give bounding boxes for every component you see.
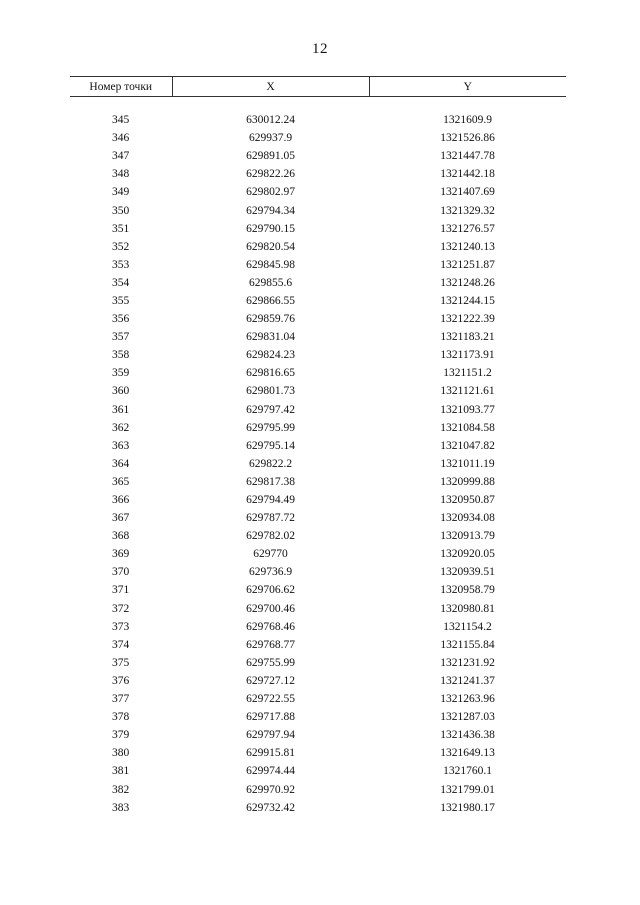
table-row [70,581,566,599]
y-cell: 1321287.03 [440,711,495,724]
table-spacer [70,97,566,112]
table-row [70,183,566,201]
table-row [70,147,566,165]
y-cell: 1320913.79 [440,530,495,543]
point-number-cell: 360 [112,385,130,398]
x-cell: 629974.44 [246,765,295,778]
y-cell: 1321222.39 [440,313,495,326]
table-row [70,473,566,491]
point-number-cell: 347 [112,150,130,163]
y-cell: 1321047.82 [440,439,495,452]
point-number-cell: 364 [112,457,130,470]
y-cell: 1321276.57 [440,222,495,235]
x-cell: 629817.38 [246,475,295,488]
table-row [70,165,566,183]
x-cell: 629797.42 [246,403,295,416]
y-cell: 1321154.2 [443,620,492,633]
table-header [70,77,566,97]
header-y: Y [369,77,566,97]
point-number-cell: 363 [112,439,130,452]
y-cell: 1321442.18 [440,168,495,181]
table-row [70,762,566,780]
x-cell: 629855.6 [248,276,293,289]
table-row [70,780,566,798]
x-cell: 629787.72 [246,512,295,525]
x-cell: 629700.46 [246,602,295,615]
y-cell: 1320920.05 [440,548,495,561]
table-row [70,600,566,618]
y-cell: 1321609.9 [443,114,492,127]
table-row [70,708,566,726]
x-cell: 629768.46 [246,620,295,633]
point-number-cell: 372 [112,602,130,615]
x-cell: 629768.77 [246,638,295,651]
y-cell: 1321248.26 [440,276,495,289]
y-cell: 1321526.86 [440,132,495,145]
x-cell: 629736.9 [248,566,293,579]
point-number-cell: 376 [112,674,130,687]
x-cell: 629831.04 [246,331,295,344]
x-cell: 629970.92 [246,783,295,796]
x-cell: 629937.9 [248,132,293,145]
y-cell: 1321121.61 [440,385,495,398]
table-row [70,509,566,527]
table-row [70,636,566,654]
y-cell: 1320980.81 [440,602,495,615]
page-number: 12 [312,41,328,57]
point-number-cell: 381 [112,765,130,778]
header-point-number: Номер точки [70,77,172,97]
point-number-cell: 371 [112,584,130,597]
x-cell: 629915.81 [246,747,295,760]
table-row [70,744,566,762]
table-row [70,419,566,437]
point-number-cell: 349 [112,186,130,199]
y-cell: 1321407.69 [440,186,495,199]
y-cell: 1321799.01 [440,783,495,796]
x-cell: 629866.55 [246,294,295,307]
table-row [70,201,566,219]
point-number-cell: 353 [112,258,130,271]
table-row [70,346,566,364]
table-row [70,690,566,708]
x-cell: 629797.94 [246,729,295,742]
point-number-cell: 375 [112,656,130,669]
x-cell: 629845.98 [246,258,295,271]
y-cell: 1321980.17 [440,801,495,814]
y-cell: 1321151.2 [443,367,492,380]
y-cell: 1321649.13 [440,747,495,760]
y-cell: 1321155.84 [440,638,495,651]
table-row [70,129,566,147]
table-row [70,437,566,455]
y-cell: 1320958.79 [440,584,495,597]
point-number-cell: 357 [112,331,130,344]
x-cell: 629891.05 [246,150,295,163]
table-row [70,545,566,563]
point-number-cell: 365 [112,475,130,488]
y-cell: 1321760.1 [443,765,492,778]
table-row [70,274,566,292]
x-cell: 629794.49 [246,494,295,507]
x-cell: 629816.65 [246,367,295,380]
point-number-cell: 377 [112,693,130,706]
x-cell: 629795.99 [246,421,295,434]
x-cell: 629802.97 [246,186,295,199]
x-cell: 629822.26 [246,168,295,181]
point-number-cell: 382 [112,783,130,796]
x-cell: 630012.24 [246,114,295,127]
point-number-cell: 359 [112,367,130,380]
y-cell: 1321093.77 [440,403,495,416]
point-number-cell: 355 [112,294,130,307]
table-row [70,618,566,636]
x-cell: 629790.15 [246,222,295,235]
x-cell: 629822.2 [248,457,293,470]
table-row [70,364,566,382]
y-cell: 1321240.13 [440,240,495,253]
point-number-cell: 367 [112,512,130,525]
x-cell: 629717.88 [246,711,295,724]
point-number-cell: 352 [112,240,130,253]
y-cell: 1321447.78 [440,150,495,163]
x-cell: 629706.62 [246,584,295,597]
y-cell: 1321241.37 [440,674,495,687]
y-cell: 1321263.96 [440,693,495,706]
x-cell: 629824.23 [246,349,295,362]
point-number-cell: 346 [112,132,130,145]
y-cell: 1320999.88 [440,475,495,488]
y-cell: 1321436.38 [440,729,495,742]
y-cell: 1320950.87 [440,494,495,507]
y-cell: 1321084.58 [440,421,495,434]
point-number-cell: 374 [112,638,130,651]
y-cell: 1320934.08 [440,512,495,525]
table-row [70,238,566,256]
x-cell: 629801.73 [246,385,295,398]
point-number-cell: 345 [112,114,130,127]
y-cell: 1321251.87 [440,258,495,271]
table-row [70,563,566,581]
y-cell: 1321231.92 [440,656,495,669]
point-number-cell: 378 [112,711,130,724]
point-number-cell: 380 [112,747,130,760]
y-cell: 1321011.19 [440,457,495,470]
table-row [70,654,566,672]
x-cell: 629859.76 [246,313,295,326]
x-cell: 629732.42 [246,801,295,814]
table-row [70,799,566,817]
point-number-cell: 368 [112,530,130,543]
point-number-cell: 370 [112,566,130,579]
point-number-cell: 358 [112,349,130,362]
x-cell: 629794.34 [246,204,295,217]
point-number-cell: 366 [112,494,130,507]
x-cell: 629722.55 [246,693,295,706]
table-row [70,220,566,238]
header-x: X [172,77,369,97]
x-cell: 629795.14 [246,439,295,452]
y-cell: 1320939.51 [440,566,495,579]
point-number-cell: 356 [112,313,130,326]
table-body [70,97,566,817]
table-row [70,527,566,545]
table-row [70,310,566,328]
table-row [70,672,566,690]
point-number-cell: 348 [112,168,130,181]
table-row [70,491,566,509]
y-cell: 1321244.15 [440,294,495,307]
x-cell: 629727.12 [246,674,295,687]
table-row [70,111,566,129]
y-cell: 1321183.21 [440,331,495,344]
point-number-cell: 362 [112,421,130,434]
table-row [70,401,566,419]
table-row [70,328,566,346]
point-number-cell: 351 [112,222,130,235]
x-cell: 629782.02 [246,530,295,543]
table-row [70,382,566,400]
point-number-cell: 354 [112,276,130,289]
y-cell: 1321173.91 [440,349,495,362]
table-row [70,726,566,744]
y-cell: 1321329.32 [440,204,495,217]
point-number-cell: 350 [112,204,130,217]
x-cell: 629820.54 [246,240,295,253]
point-number-cell: 361 [112,403,130,416]
point-number-cell: 373 [112,620,130,633]
table-row [70,256,566,274]
point-number-cell: 383 [112,801,130,814]
point-number-cell: 369 [112,548,130,561]
table-row [70,292,566,310]
x-cell: 629755.99 [246,656,295,669]
x-cell: 629770 [253,548,288,561]
point-number-cell: 379 [112,729,130,742]
table-row [70,455,566,473]
coordinates-table [70,76,566,817]
